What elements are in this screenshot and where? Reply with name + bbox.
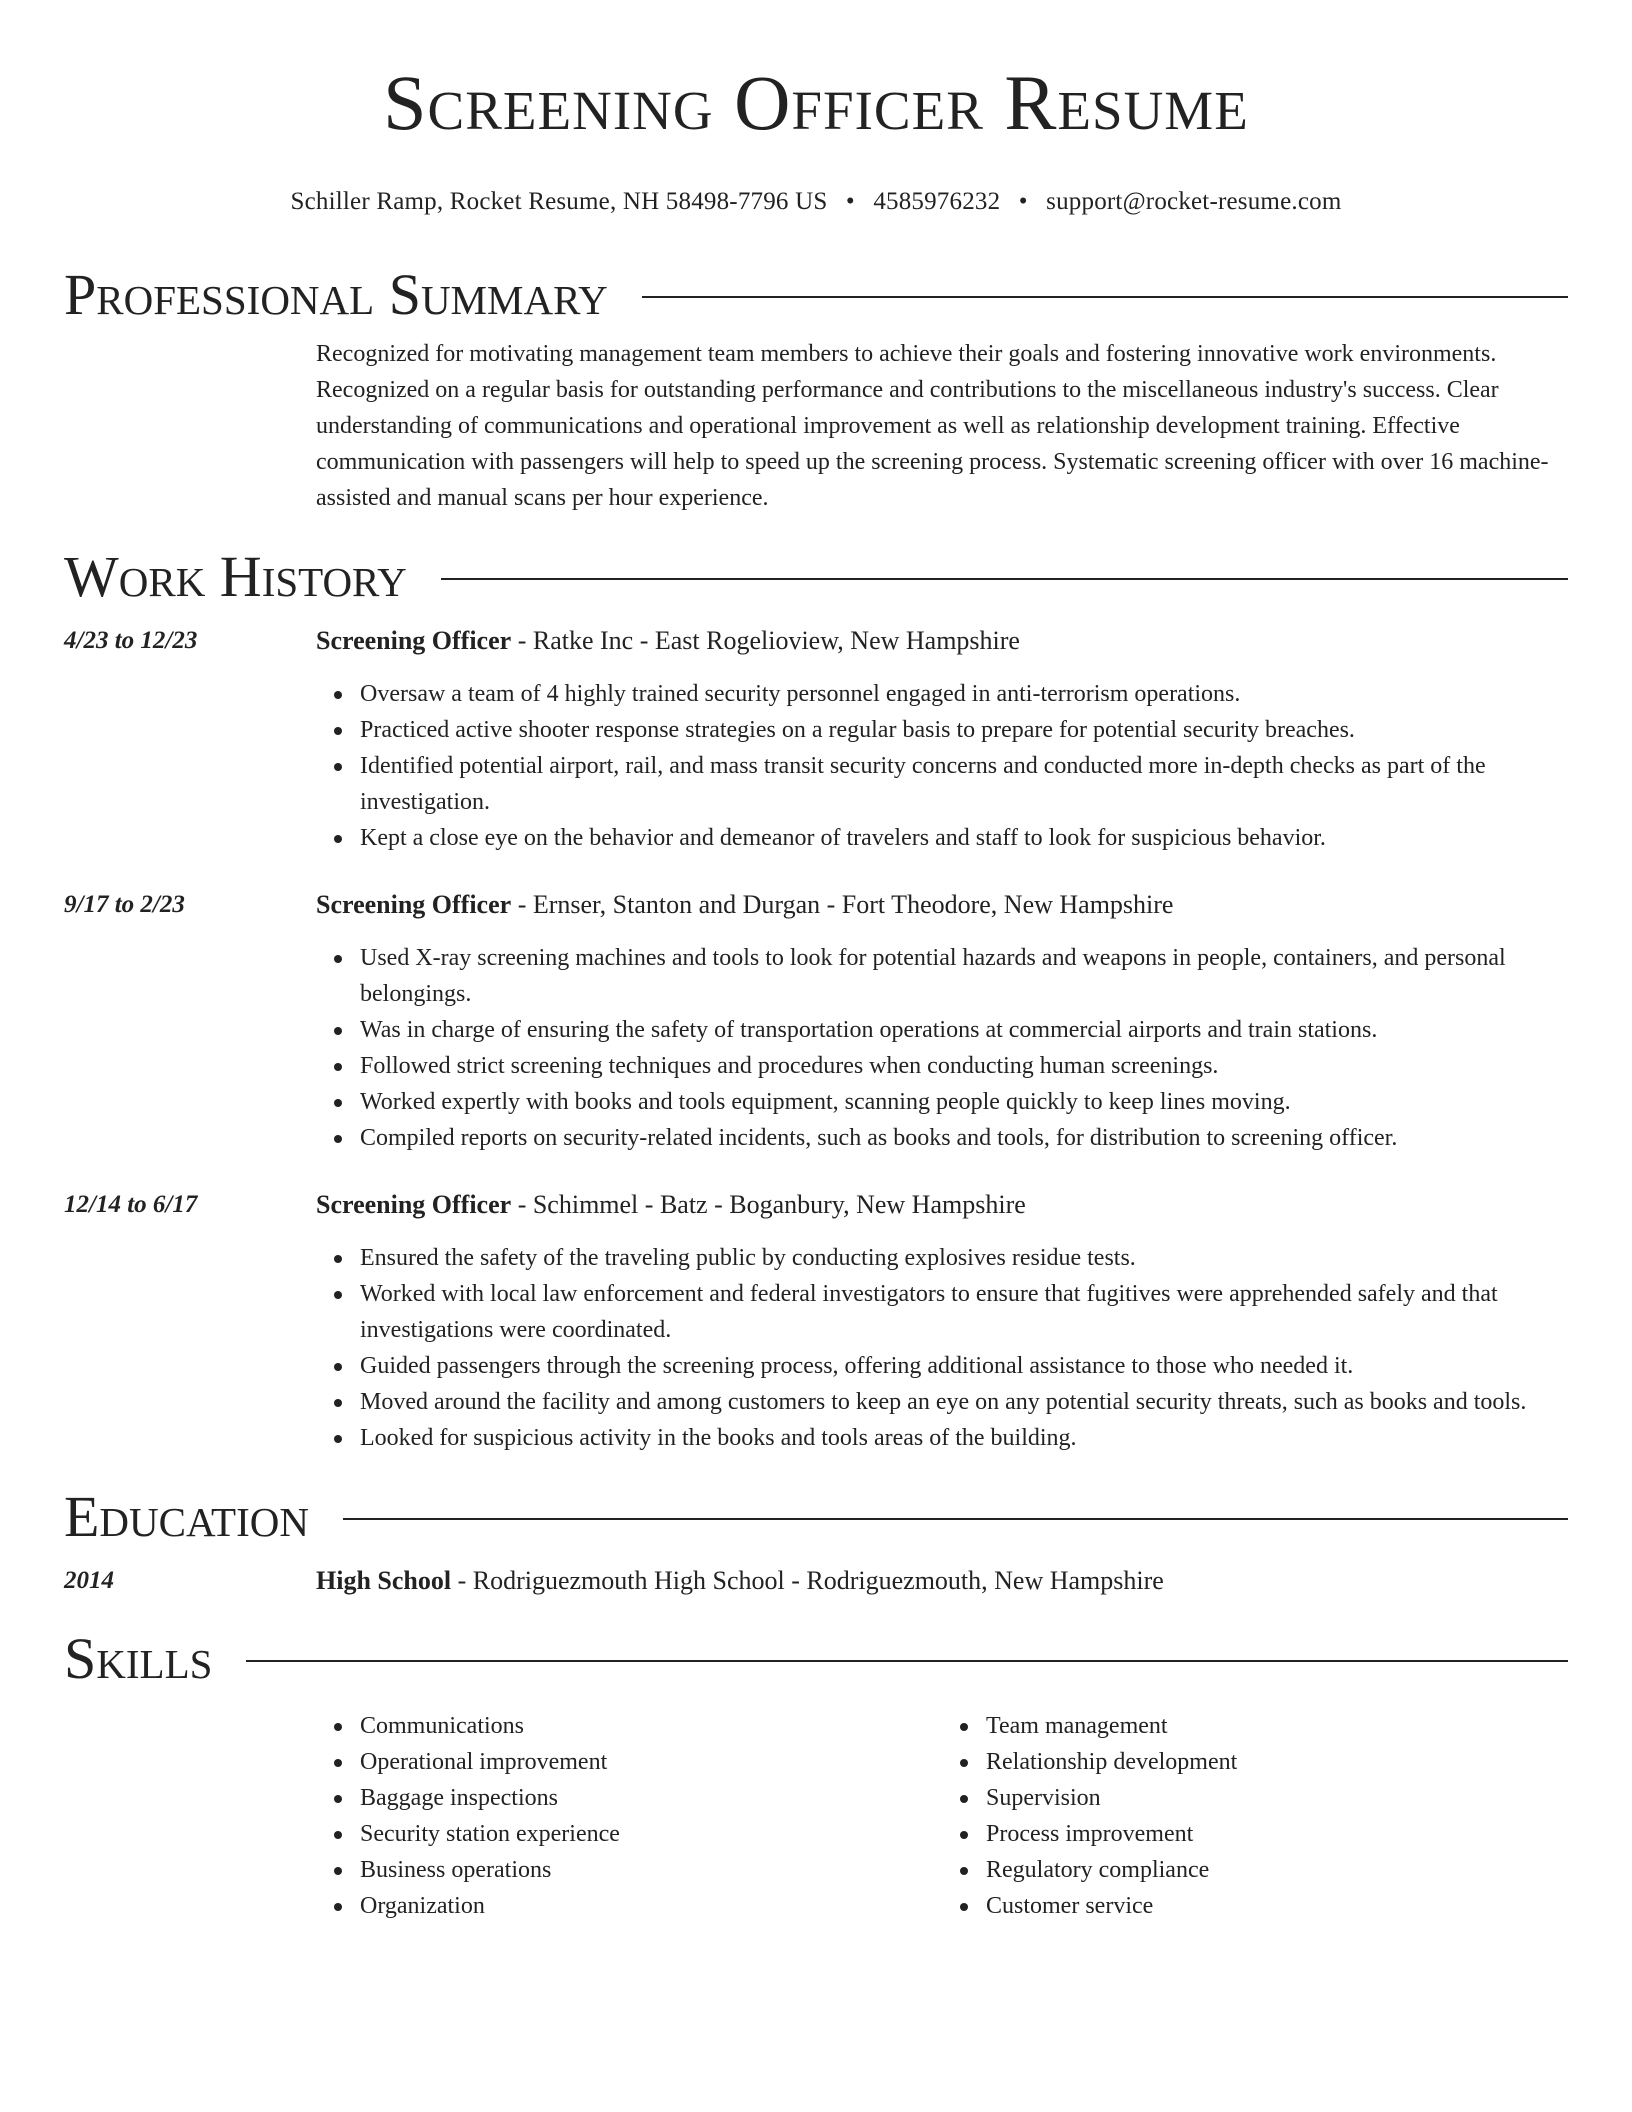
list-item: Identified potential airport, rail, and mass transit security concerns and conducted more in-depth checks as part of the investigation. xyxy=(360,748,1568,820)
education-year: 2014 xyxy=(64,1567,114,1594)
list-item: Supervision xyxy=(986,1780,1568,1816)
education-section-title: Education xyxy=(64,1484,309,1549)
list-item: Organization xyxy=(360,1888,942,1924)
list-item: Used X-ray screening machines and tools to look for potential hazards and weapons in people, containers, and personal belongings. xyxy=(360,940,1568,1012)
job-entry xyxy=(64,624,1568,856)
job-heading xyxy=(316,624,1568,658)
list-item: Was in charge of ensuring the safety of transportation operations at commercial airports and train stations. xyxy=(360,1012,1568,1048)
list-item: Regulatory compliance xyxy=(986,1852,1568,1888)
list-item: Guided passengers through the screening process, offering additional assistance to those who needed it. xyxy=(360,1348,1568,1384)
job-dates: 9/17 to 2/23 xyxy=(64,891,185,918)
summary-row xyxy=(64,336,1568,516)
list-item: Process improvement xyxy=(986,1816,1568,1852)
job-dates: 4/23 to 12/23 xyxy=(64,627,198,654)
job-company: - Ratke Inc - East Rogelioview, New Hampshire xyxy=(511,626,1020,655)
list-item: Followed strict screening techniques and procedures when conducting human screenings. xyxy=(360,1048,1568,1084)
job-heading xyxy=(316,1188,1568,1222)
summary-section-title: Professional Summary xyxy=(64,262,608,327)
education-section-header xyxy=(64,1484,1568,1550)
contact-line xyxy=(64,186,1568,218)
section-divider xyxy=(246,1660,1568,1662)
job-role: Screening Officer xyxy=(316,890,512,919)
summary-section-header xyxy=(64,262,1568,328)
list-item: Looked for suspicious activity in the books and tools areas of the building. xyxy=(360,1420,1568,1456)
section-divider xyxy=(441,578,1568,580)
list-item: Compiled reports on security-related incidents, such as books and tools, for distribution to screening officer. xyxy=(360,1120,1568,1156)
skills-column-2 xyxy=(942,1708,1568,1924)
job-bullets xyxy=(316,940,1568,1156)
work-section-title: Work History xyxy=(64,544,407,609)
contact-separator: • xyxy=(1018,188,1028,215)
list-item: Security station experience xyxy=(360,1816,942,1852)
list-item: Worked with local law enforcement and federal investigators to ensure that fugitives were apprehended safely and that investigations were coordinated. xyxy=(360,1276,1568,1348)
skills-section-title: Skills xyxy=(64,1626,213,1691)
list-item: Worked expertly with books and tools equipment, scanning people quickly to keep lines moving. xyxy=(360,1084,1568,1120)
job-company: - Ernser, Stanton and Durgan - Fort Theodore, New Hampshire xyxy=(511,890,1174,919)
skills-section-header xyxy=(64,1626,1568,1692)
section-divider xyxy=(642,296,1568,298)
education-heading xyxy=(316,1564,1568,1598)
skills-row xyxy=(64,1708,1568,1924)
list-item: Business operations xyxy=(360,1852,942,1888)
list-item: Operational improvement xyxy=(360,1744,942,1780)
list-item: Customer service xyxy=(986,1888,1568,1924)
job-bullets xyxy=(316,1240,1568,1456)
list-item: Ensured the safety of the traveling public by conducting explosives residue tests. xyxy=(360,1240,1568,1276)
job-dates: 12/14 to 6/17 xyxy=(64,1191,198,1218)
education-degree: High School xyxy=(316,1566,452,1595)
list-item: Relationship development xyxy=(986,1744,1568,1780)
list-item: Baggage inspections xyxy=(360,1780,942,1816)
list-item: Oversaw a team of 4 highly trained security personnel engaged in anti-terrorism operations. xyxy=(360,676,1568,712)
job-role: Screening Officer xyxy=(316,626,512,655)
section-divider xyxy=(343,1518,1568,1520)
job-heading xyxy=(316,888,1568,922)
job-entry xyxy=(64,1188,1568,1456)
list-item: Team management xyxy=(986,1708,1568,1744)
skills-grid xyxy=(316,1708,1568,1924)
list-item: Moved around the facility and among customers to keep an eye on any potential security threats, such as books and tools. xyxy=(360,1384,1568,1420)
summary-text: Recognized for motivating management team members to achieve their goals and fostering innovative work environments. Recognized on a regular basis for outstanding performance and contributions to the miscellaneous industry's success. Clear understanding of communications and operational improvement as well as relationship development training. Effective communication with passengers will help to speed up the screening process. Systematic screening officer with over 16 machine-assisted and manual scans per hour experience. xyxy=(316,341,1549,511)
list-item: Practiced active shooter response strategies on a regular basis to prepare for potential security breaches. xyxy=(360,712,1568,748)
contact-email: support@rocket-resume.com xyxy=(1046,188,1342,215)
list-item: Kept a close eye on the behavior and demeanor of travelers and staff to look for suspicious behavior. xyxy=(360,820,1568,856)
education-school: - Rodriguezmouth High School - Rodriguezmouth, New Hampshire xyxy=(451,1566,1164,1595)
contact-phone: 4585976232 xyxy=(873,188,1001,215)
job-company: - Schimmel - Batz - Boganbury, New Hampshire xyxy=(511,1190,1026,1219)
work-section-header xyxy=(64,544,1568,610)
job-role: Screening Officer xyxy=(316,1190,512,1219)
contact-address: Schiller Ramp, Rocket Resume, NH 58498-7796 US xyxy=(290,188,828,215)
contact-separator: • xyxy=(845,188,855,215)
skills-column-1 xyxy=(316,1708,942,1924)
resume-title: Screening Officer Resume xyxy=(383,59,1249,146)
job-entry xyxy=(64,888,1568,1156)
education-entry xyxy=(64,1564,1568,1598)
job-bullets xyxy=(316,676,1568,856)
list-item: Communications xyxy=(360,1708,942,1744)
